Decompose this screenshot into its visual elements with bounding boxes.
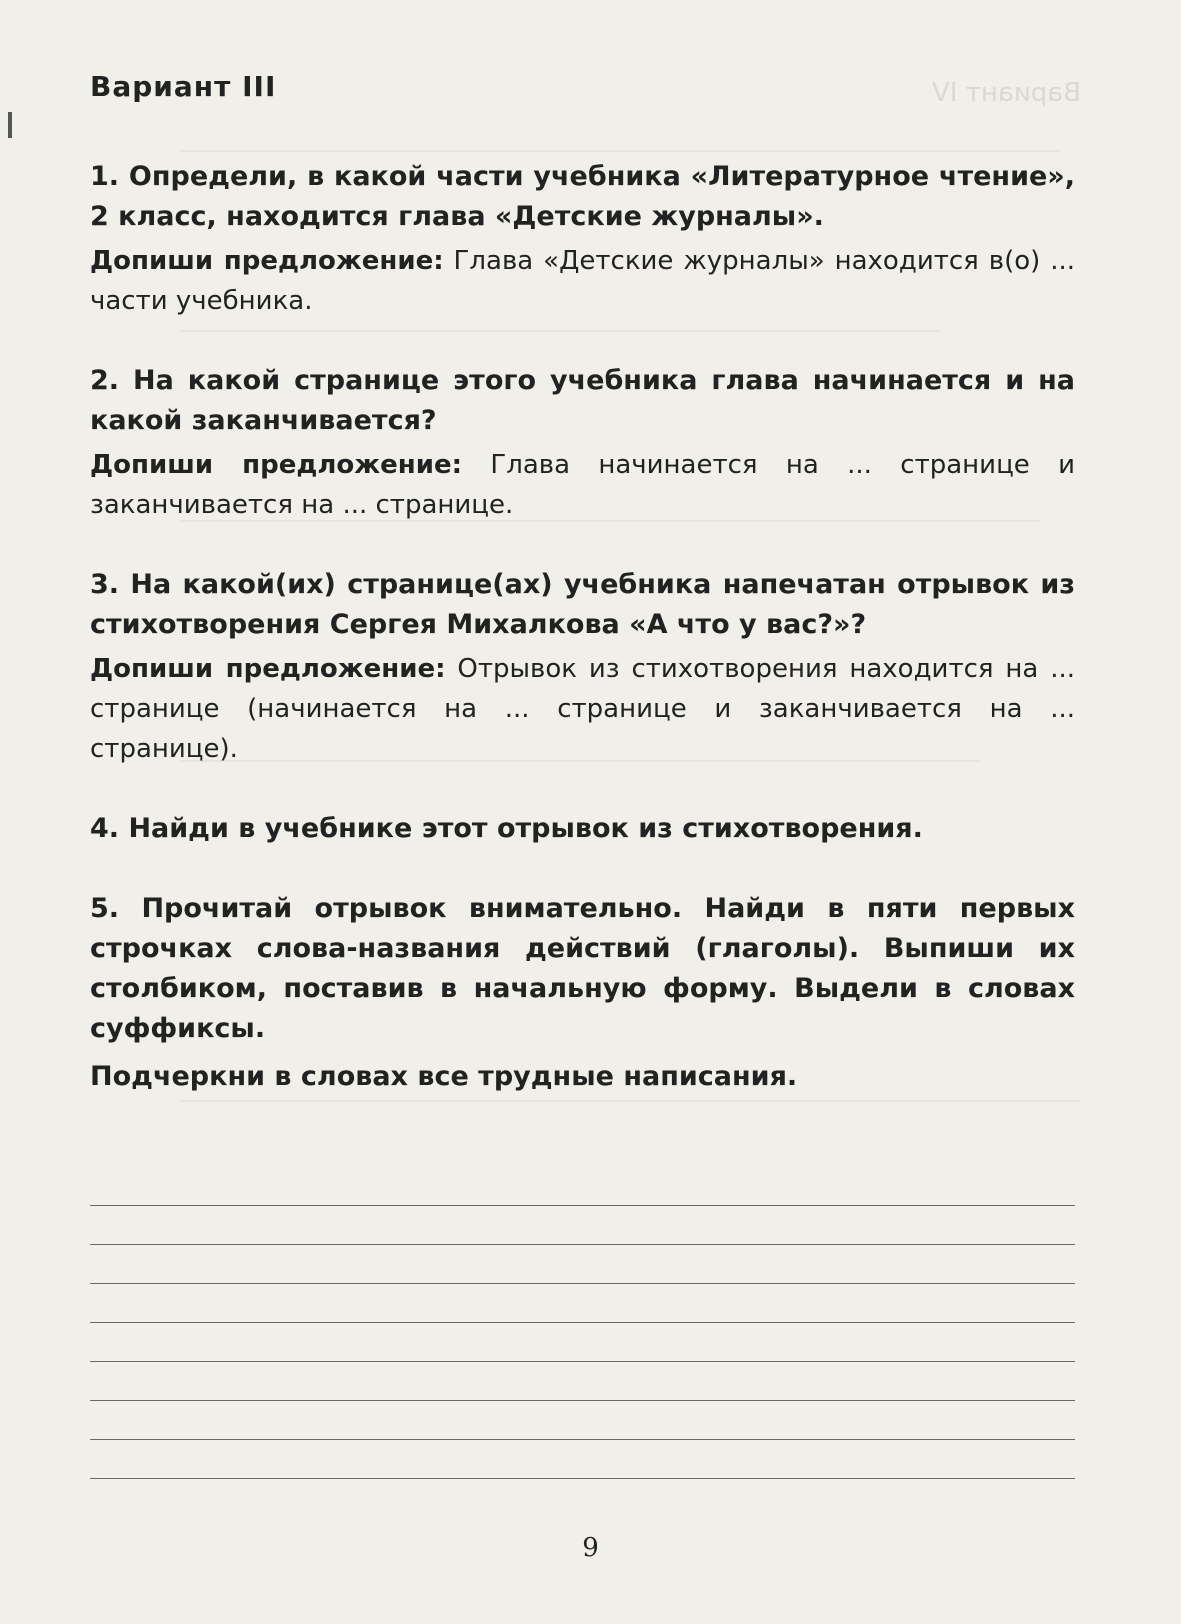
answer-line[interactable] xyxy=(90,1478,1075,1479)
task-2 xyxy=(90,361,1075,525)
task-extra-instruction: Подчеркни в словах все трудные написания. xyxy=(90,1061,798,1092)
task-3 xyxy=(90,565,1075,769)
answer-line[interactable] xyxy=(90,1322,1075,1323)
task-5 xyxy=(90,889,1075,1097)
task-question: 4. Найди в учебнике этот отрывок из стихотворения. xyxy=(90,813,923,844)
prompt-text: Отрывок из стихотворения находится на ... странице (начинается на ... странице и заканчивается на ... странице). xyxy=(90,654,1075,764)
margin-mark xyxy=(8,112,12,138)
task-question: 5. Прочитай отрывок внимательно. Найди в пяти первых строчках слова-названия действий (глаголы). Выпиши их столбиком, поставив в начальную форму. Выдели в словах суффиксы. xyxy=(90,893,1075,1044)
answer-line[interactable] xyxy=(90,1400,1075,1401)
task-4 xyxy=(90,809,1075,849)
task-1 xyxy=(90,157,1075,321)
answer-line[interactable] xyxy=(90,1244,1075,1245)
prompt-label: Допиши предложение: xyxy=(90,450,462,480)
bleed-through-title: Вариант IV xyxy=(932,78,1081,108)
task-prompt xyxy=(90,241,1075,321)
answer-line[interactable] xyxy=(90,1283,1075,1284)
variant-title: Вариант III xyxy=(90,70,277,103)
answer-line[interactable] xyxy=(90,1361,1075,1362)
page-number: 9 xyxy=(582,1533,599,1563)
answer-lines xyxy=(90,1205,1075,1517)
prompt-text: Глава «Детские журналы» находится в(о) ... части учебника. xyxy=(90,246,1076,316)
prompt-text: Глава начинается на ... странице и заканчивается на ... странице. xyxy=(90,450,1075,520)
prompt-label: Допиши предложение: xyxy=(90,246,444,276)
task-question: 3. На какой(их) странице(ах) учебника напечатан отрывок из стихотворения Сергея Михалкова «А что у вас?»? xyxy=(90,569,1075,640)
prompt-label: Допиши предложение: xyxy=(90,654,446,684)
answer-line[interactable] xyxy=(90,1439,1075,1440)
worksheet-content xyxy=(90,70,1075,1137)
task-question: 1. Определи, в какой части учебника «Литературное чтение», 2 класс, находится глава «Детские журналы». xyxy=(90,161,1075,232)
task-question: 2. На какой странице этого учебника глава начинается и на какой заканчивается? xyxy=(90,365,1075,436)
answer-line[interactable] xyxy=(90,1205,1075,1206)
task-prompt xyxy=(90,649,1075,769)
task-prompt xyxy=(90,445,1075,525)
